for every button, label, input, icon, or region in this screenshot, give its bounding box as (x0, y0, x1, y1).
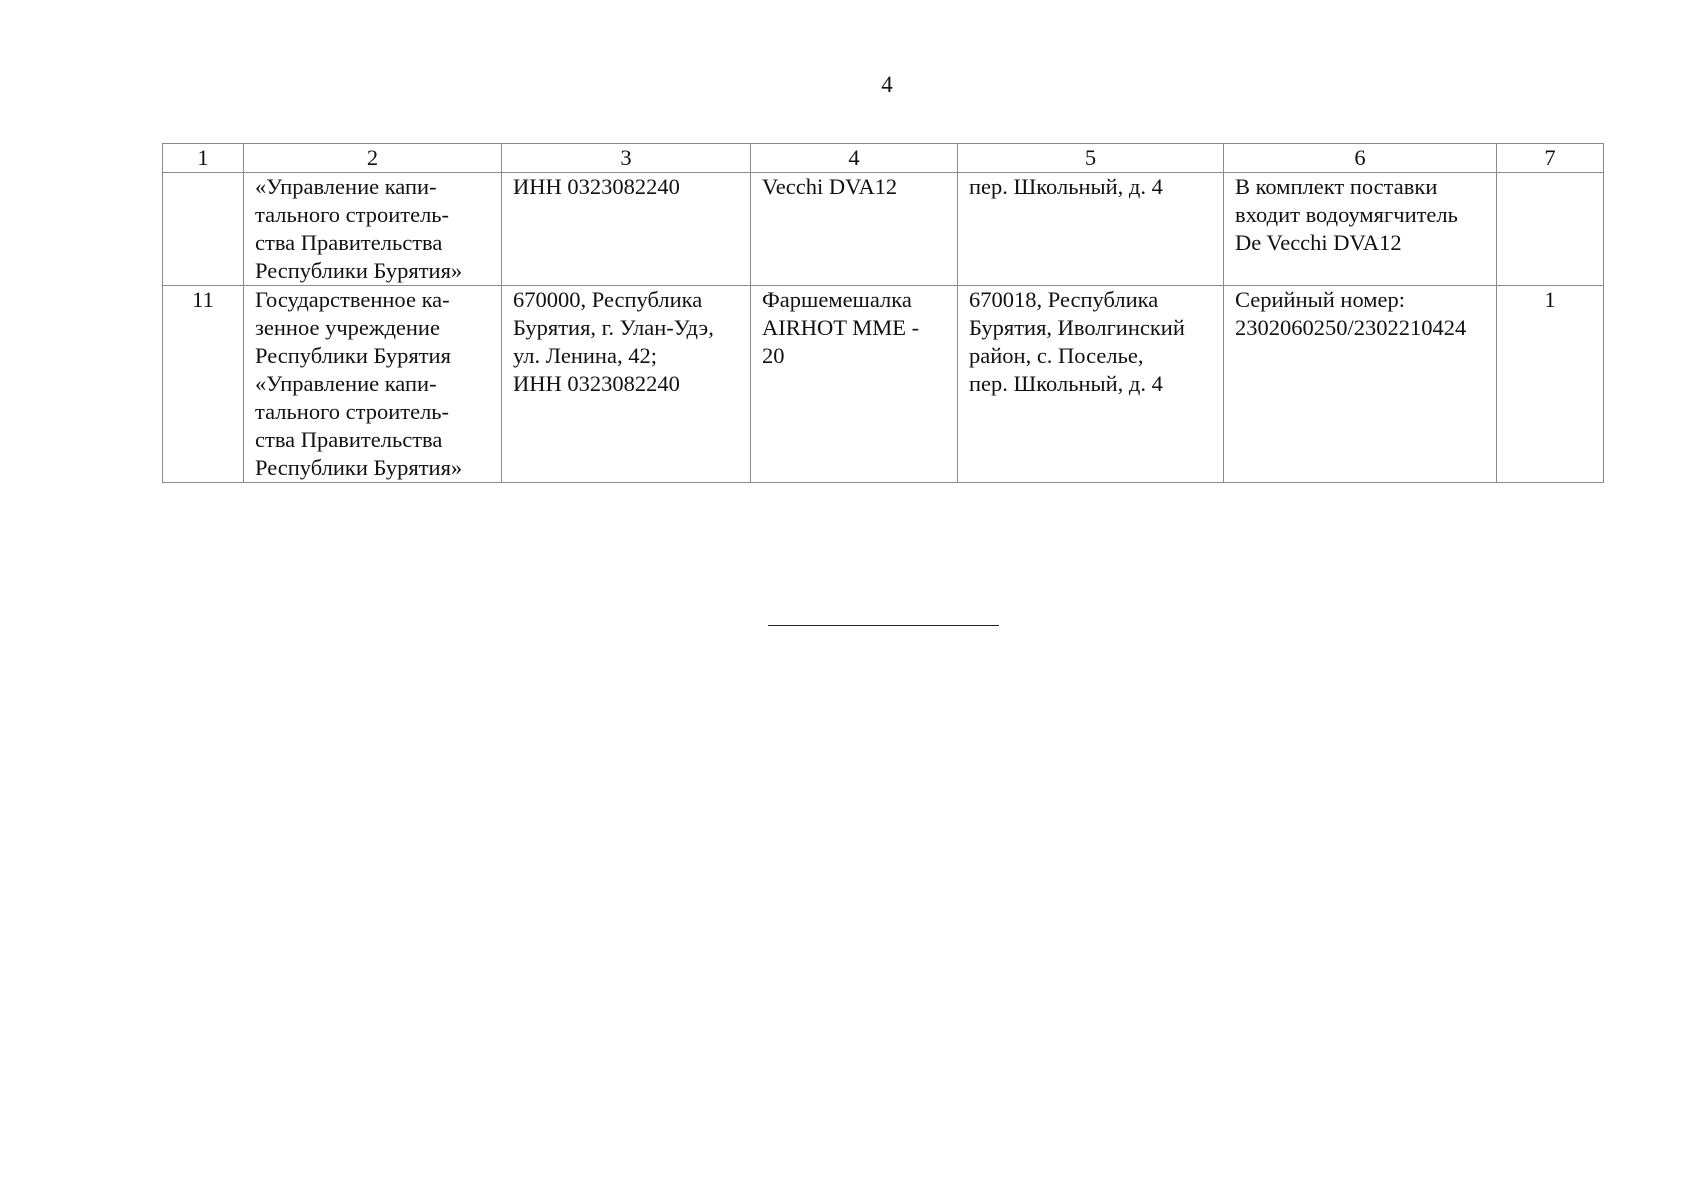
equipment-name-cell: Vecchi DVA12 (751, 173, 958, 286)
column-header-1: 1 (163, 144, 244, 173)
notes-cell: Серийный номер: 2302060250/2302210424 (1224, 286, 1497, 483)
organization-cell: Государственное ка- зенное учреждение Республики Бурятия «Управление капи- тального строитель- ства Правительства Республики Бурятия» (244, 286, 502, 483)
row-number (163, 173, 244, 286)
end-of-document-rule (768, 625, 999, 626)
row-number: 11 (163, 286, 244, 483)
table-row (163, 173, 1604, 286)
column-number-row (163, 144, 1604, 173)
column-header-6: 6 (1224, 144, 1497, 173)
table-row (163, 286, 1604, 483)
address-cell: ИНН 0323082240 (502, 173, 751, 286)
column-header-3: 3 (502, 144, 751, 173)
notes-cell: В комплект поставки входит водоумягчитель De Vecchi DVA12 (1224, 173, 1497, 286)
equipment-table (162, 143, 1604, 483)
quantity-cell: 1 (1497, 286, 1604, 483)
location-cell: пер. Школьный, д. 4 (958, 173, 1224, 286)
column-header-4: 4 (751, 144, 958, 173)
column-header-7: 7 (1497, 144, 1604, 173)
page-number: 4 (881, 72, 893, 97)
column-header-5: 5 (958, 144, 1224, 173)
organization-cell: «Управление капи- тального строитель- ства Правительства Республики Бурятия» (244, 173, 502, 286)
equipment-name-cell: Фаршемешалка AIRHOT MME - 20 (751, 286, 958, 483)
location-cell: 670018, Республика Бурятия, Иволгинский район, с. Поселье, пер. Школьный, д. 4 (958, 286, 1224, 483)
quantity-cell (1497, 173, 1604, 286)
column-header-2: 2 (244, 144, 502, 173)
address-cell: 670000, Республика Бурятия, г. Улан-Удэ, ул. Ленина, 42; ИНН 0323082240 (502, 286, 751, 483)
